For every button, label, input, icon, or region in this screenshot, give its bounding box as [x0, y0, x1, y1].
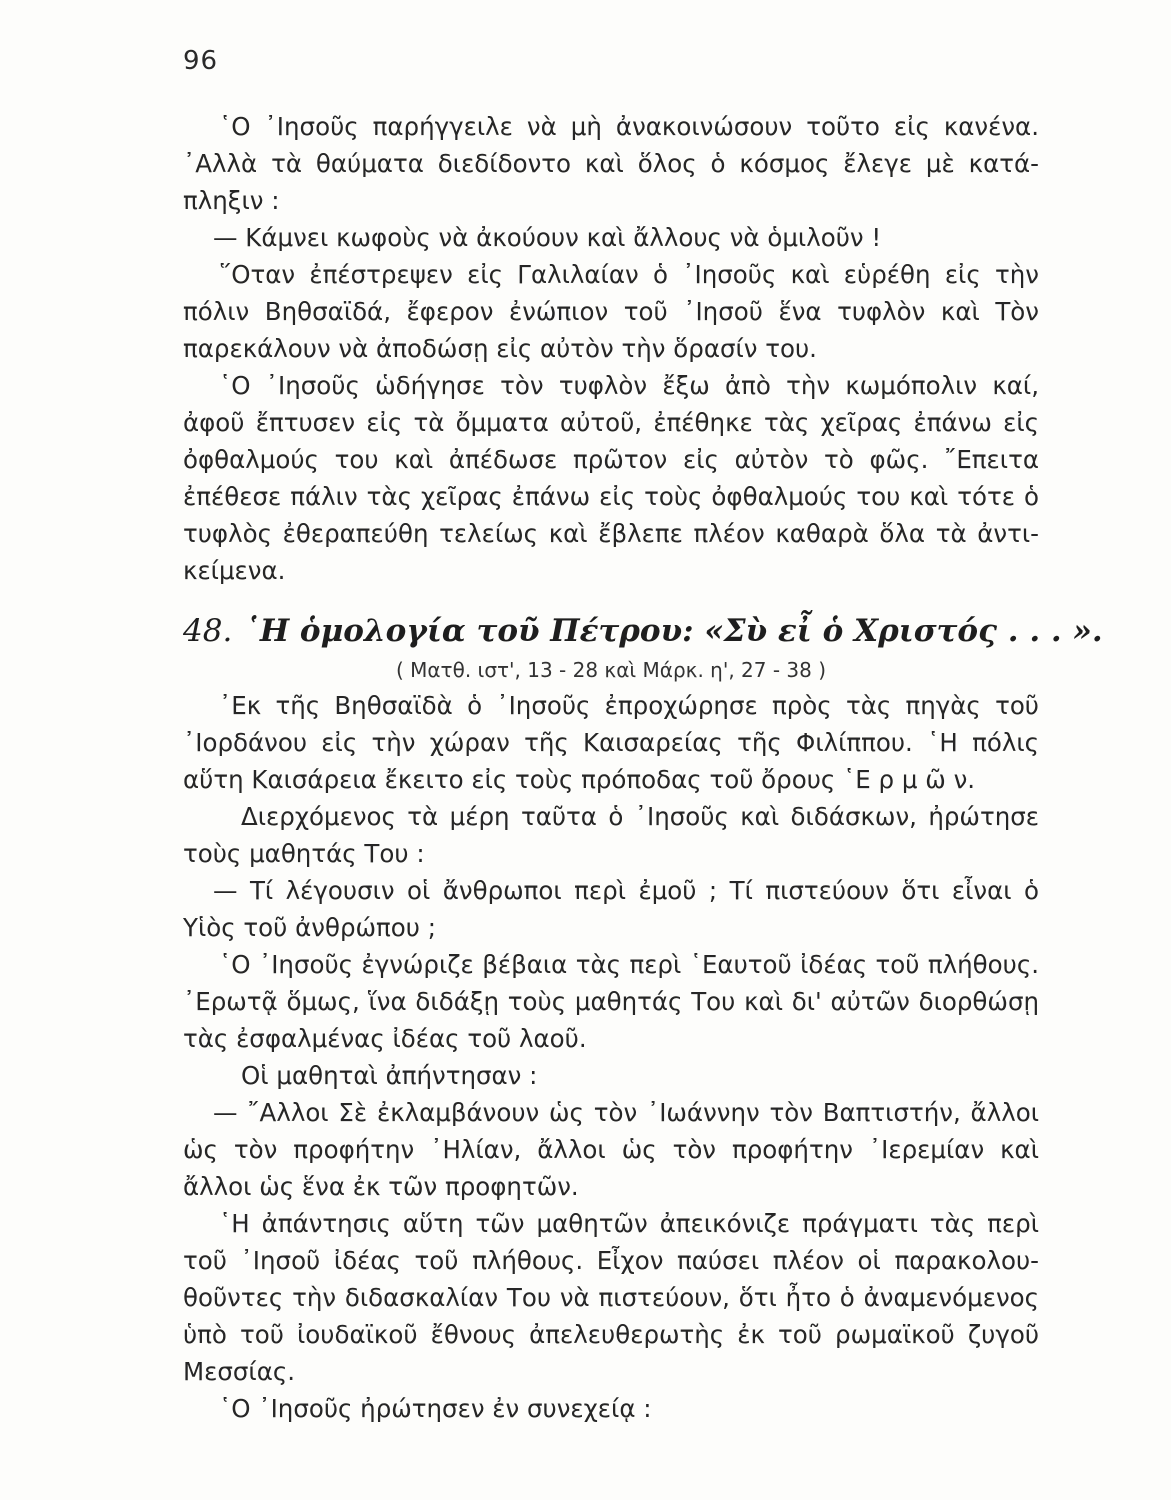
text-line: τοῦ ᾿Ιησοῦ ἰδέας τοῦ πλήθους. Εἶχον παύσει πλέον οἱ παρακολου- — [183, 1246, 1039, 1275]
text-line: — Τί λέγουσιν οἱ ἄνθρωποι περὶ ἐμοῦ ; Τί πιστεύουν ὅτι εἶναι ὁ — [213, 876, 1039, 905]
text-line: ὀφθαλμούς του καὶ ἀπέδωσε πρῶτον εἰς αὐτὸν τὸ φῶς. ῎Επειτα — [183, 445, 1039, 474]
text-line: Οἱ μαθηταὶ ἀπήντησαν : — [241, 1061, 538, 1090]
text-line: ῾Ο ᾿Ιησοῦς ἠρώτησεν ἐν συνεχείᾳ : — [219, 1394, 652, 1423]
text-line: ῾Ο ᾿Ιησοῦς ὡδήγησε τὸν τυφλὸν ἔξω ἀπὸ τὴν κωμόπολιν καί, — [219, 371, 1039, 400]
body-text — [183, 108, 1103, 1427]
text-line: παρεκάλουν νὰ ἀποδώσῃ εἰς αὐτὸν τὴν ὅρασίν του. — [183, 334, 817, 363]
text-line: ἀφοῦ ἔπτυσεν εἰς τὰ ὄμματα αὐτοῦ, ἐπέθηκε τὰς χεῖρας ἐπάνω εἰς — [183, 408, 1039, 437]
text-line: ᾿Ερωτᾷ ὅμως, ἵνα διδάξῃ τοὺς μαθητάς Του καὶ δι' αὐτῶν διορθώσῃ — [183, 987, 1039, 1016]
text-line: ᾿Εκ τῆς Βηθσαϊδὰ ὁ ᾿Ιησοῦς ἐπροχώρησε πρὸς τὰς πηγὰς τοῦ — [219, 691, 1039, 720]
section-number: 48. — [183, 613, 233, 649]
text-line: Διερχόμενος τὰ μέρη ταῦτα ὁ ᾿Ιησοῦς καὶ διδάσκων, ἠρώτησε — [241, 802, 1039, 831]
text-line: πόλιν Βηθσαϊδά, ἔφερον ἐνώπιον τοῦ ᾿Ιησοῦ ἕνα τυφλὸν καὶ Τὸν — [183, 297, 1039, 326]
text-line: — Κάμνει κωφοὺς νὰ ἀκούουν καὶ ἄλλους νὰ ὁμιλοῦν ! — [213, 223, 882, 252]
text-line: τυφλὸς ἐθεραπεύθη τελείως καὶ ἔβλεπε πλέον καθαρὰ ὅλα τὰ ἀντι- — [183, 519, 1039, 548]
text-line: ᾿Αλλὰ τὰ θαύματα διεδίδοντο καὶ ὅλος ὁ κόσμος ἔλεγε μὲ κατά- — [183, 149, 1039, 178]
text-line: τὰς ἐσφαλμένας ἰδέας τοῦ λαοῦ. — [183, 1024, 587, 1053]
text-line: θοῦντες τὴν διδασκαλίαν Του νὰ πιστεύουν, ὅτι ἦτο ὁ ἀναμενόμενος — [183, 1283, 1039, 1312]
text-line: τοὺς μαθητάς Του : — [183, 839, 425, 868]
text-line: — ῎Αλλοι Σὲ ἐκλαμβάνουν ὡς τὸν ᾿Ιωάννην τὸν Βαπτιστήν, ἄλλοι — [213, 1098, 1039, 1127]
text-line: ᾿Ιορδάνου εἰς τὴν χώραν τῆς Καισαρείας τῆς Φιλίππου. ῾Η πόλις — [183, 728, 1039, 757]
page-number: 96 — [183, 46, 219, 76]
text-line: ἄλλοι ὡς ἕνα ἐκ τῶν προφητῶν. — [183, 1172, 579, 1201]
text-line: πληξιν : — [183, 186, 280, 215]
text-line: ῞Οταν ἐπέστρεψεν εἰς Γαλιλαίαν ὁ ᾿Ιησοῦς καὶ εὑρέθη εἰς τὴν — [219, 260, 1039, 289]
scripture-reference: ( Ματθ. ιστ', 13 - 28 καὶ Μάρκ. η', 27 - 38 ) — [395, 658, 827, 682]
text-line: ὡς τὸν προφήτην ᾿Ηλίαν, ἄλλοι ὡς τὸν προφήτην ᾿Ιερεμίαν καὶ — [183, 1135, 1039, 1164]
section-title: ῾Η ὁμολογία τοῦ Πέτρου: «Σὺ εἶ ὁ Χριστός . . . ». — [244, 613, 1103, 649]
text-line: ῾Ο ᾿Ιησοῦς παρήγγειλε νὰ μὴ ἀνακοινώσουν τοῦτο εἰς κανένα. — [219, 112, 1039, 141]
text-line: Υἱὸς τοῦ ἀνθρώπου ; — [183, 913, 436, 942]
text-line: αὕτη Καισάρεια ἔκειτο εἰς τοὺς πρόποδας τοῦ ὄρους ῾Ε ρ μ ῶ ν. — [183, 765, 976, 794]
text-line: ῾Ο ᾿Ιησοῦς ἐγνώριζε βέβαια τὰς περὶ ῾Εαυτοῦ ἰδέας τοῦ πλήθους. — [219, 950, 1039, 979]
text-line: Μεσσίας. — [183, 1357, 296, 1386]
section-heading — [183, 609, 1103, 653]
text-line: κείμενα. — [183, 556, 286, 585]
text-line: ἐπέθεσε πάλιν τὰς χεῖρας ἐπάνω εἰς τοὺς ὀφθαλμούς του καὶ τότε ὁ — [183, 482, 1039, 511]
text-line: ὑπὸ τοῦ ἰουδαϊκοῦ ἔθνους ἀπελευθερωτὴς ἐκ τοῦ ρωμαϊκοῦ ζυγοῦ — [183, 1320, 1039, 1349]
text-line: ῾Η ἀπάντησις αὕτη τῶν μαθητῶν ἀπεικόνιζε πράγματι τὰς περὶ — [219, 1209, 1039, 1238]
